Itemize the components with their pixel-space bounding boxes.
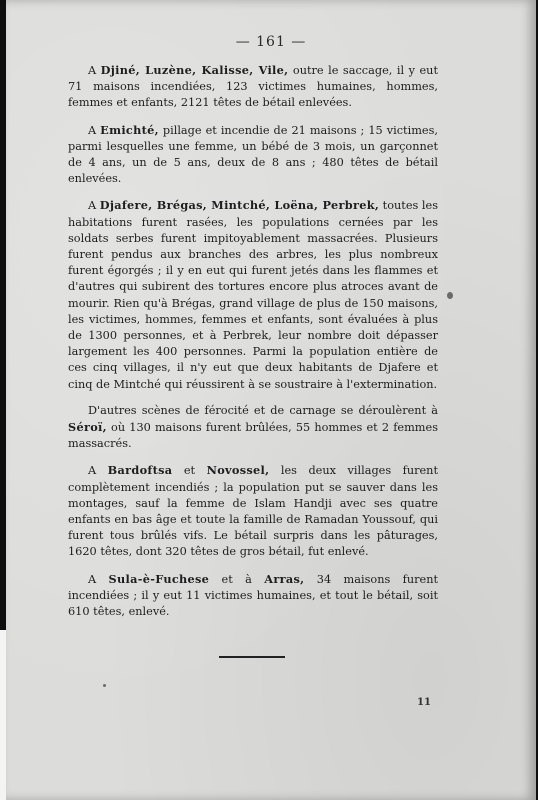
paragraph-1 [68, 62, 438, 112]
paragraph-2 [68, 122, 438, 188]
paragraph-5 [68, 462, 438, 560]
text-span: et à [209, 572, 265, 586]
place-names: Djafere, Brégas, Mintché, Loëna, Perbrek, [99, 198, 380, 213]
text-span: A [88, 464, 108, 478]
paragraph-6 [68, 571, 438, 621]
place-names: Séroï, [68, 420, 107, 435]
place-names: Sula-è-Fuchese [108, 571, 210, 586]
text-span: pillage et incendie de 21 maisons ; 15 victimes, parmi lesquelles une femme, un bébé de 3 mois, un garçonnet de 4 ans, un de 5 ans, deux de 8 ans ; 480 têtes de bétail enlevées. [68, 123, 438, 186]
text-span: A [88, 64, 101, 77]
place-names: Novossel, [206, 463, 270, 478]
text-span: et [172, 464, 207, 478]
body-text [68, 62, 438, 630]
text-span: A [88, 199, 100, 213]
text-span: outre le saccage, il y eut 71 maisons incendiées, 123 victimes humaines, hommes, femmes et enfants, 2121 têtes de bétail enlevées. [68, 64, 438, 110]
place-names: Bardoftsa [107, 463, 173, 478]
text-span: D'autres scènes de férocité et de carnage se déroulèrent à [88, 403, 438, 417]
paper-speck [103, 684, 106, 687]
text-span: A [88, 123, 101, 137]
page-number: — 161 — [235, 34, 307, 50]
text-span: les deux villages furent complètement incendiés ; la population put se sauver dans les montages, sauf la femme de Islam Handji avec ses quatre enfants en bas âge et toute la famille de Ramadan Youssouf, qui furent tous brûlés vifs. Le bétail surpris dans les pâturages, 1620 têtes, dont 320 têtes de gros bétail, fut enlevé. [68, 464, 438, 559]
paper-speck [447, 292, 453, 299]
paragraph-3 [68, 197, 438, 392]
place-names: Arras, [264, 571, 305, 586]
end-rule [219, 656, 285, 658]
book-page [6, 0, 536, 800]
text-span: A [88, 572, 109, 586]
text-span: où 130 maisons furent brûlées, 55 hommes et 2 femmes massacrés. [68, 421, 438, 451]
scan-edge [0, 630, 6, 800]
paragraph-4 [68, 403, 438, 453]
place-names: Emichté, [100, 122, 159, 137]
printer-signature-mark: 11 [417, 697, 431, 708]
place-names: Djiné, Luzène, Kalisse, Vile, [100, 63, 289, 77]
text-span: 34 maisons furent incendiées ; il y eut 11 victimes humaines, et tout le bétail, soit 610 têtes, enlevé. [68, 572, 439, 619]
text-span: toutes les habitations furent rasées, les populations cernées par les soldats serbes furent impitoyablement massacrées. Plusieurs furent pendus aux branches des arbres, les plus nombreux furent égorgés ; il y en eut qui furent jetés dans les flammes et d'autres qui subirent des tortures encore plus atroces avant de mourir. Rien qu'à Brégas, grand village de plus de 150 maisons, les victimes, hommes, femmes et enfants, sont évaluées à plus de 1300 personnes, et à Perbrek, leur nombre doit dépasser largement les 400 personnes. Parmi la population entière de ces cinq villages, il n'y eut que deux habitants de Djafere et cinq de Mintché qui réussirent à se soustraire à l'extermination. [68, 199, 438, 391]
